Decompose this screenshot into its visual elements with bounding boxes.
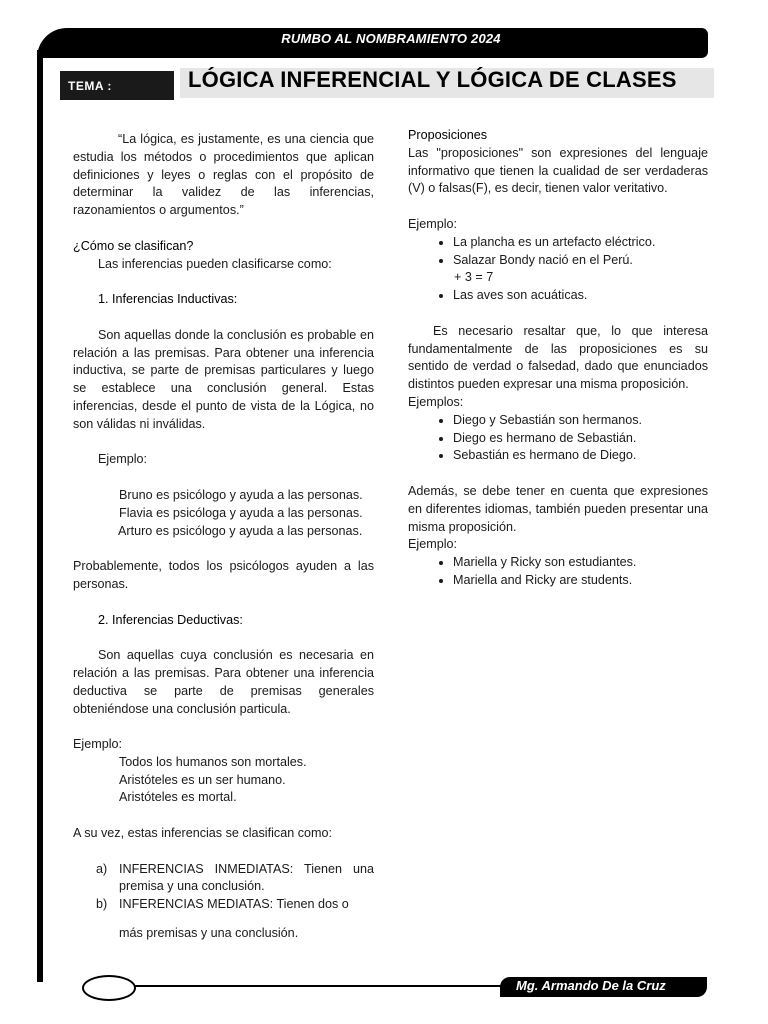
- list-item-text: INFERENCIAS MEDIATAS: Tienen dos o: [119, 897, 349, 912]
- deductive-example-line: Aristóteles es un ser humano.: [119, 772, 286, 787]
- note-paragraph: Es necesario resaltar que, lo que interesa fundamentalmente de las proposiciones es su sentido de verdad o falsedad, dado que enunciados distintos pueden expresar una misma proposición.: [408, 323, 708, 392]
- inductive-example-line: Bruno es psicólogo y ayuda a las personas.: [119, 487, 363, 502]
- left-frame-border: [37, 50, 43, 982]
- subclass-intro: A su vez, estas inferencias se clasifican como:: [73, 826, 332, 841]
- inductive-paragraph: Son aquellas donde la conclusión es probable en relación a las premisas. Para obtener una inferencia inductiva, se parte de premisas particulares y luego se establece una conclusión general. Estas inferencias, desde el punto de vista de la Lógica, no son válidas ni inválidas.: [73, 327, 374, 431]
- list-item: • Salazar Bondy nació en el Perú.: [453, 252, 708, 270]
- example-list: [408, 234, 708, 270]
- list-item: • Mariella and Ricky are students.: [453, 572, 708, 590]
- header-title: RUMBO AL NOMBRAMIENTO 2024: [281, 31, 501, 46]
- list-item: • La plancha es un artefacto eléctrico.: [453, 234, 708, 252]
- example-label: Ejemplo:: [408, 537, 457, 552]
- list-item: [73, 861, 374, 897]
- list-item: • Mariella y Ricky son estudiantes.: [453, 554, 708, 572]
- classification-intro: Las inferencias pueden clasificarse como:: [98, 256, 332, 271]
- inductive-conclusion: Probablemente, todos los psicólogos ayuden a las personas.: [73, 559, 374, 591]
- example-label: Ejemplo:: [408, 216, 457, 231]
- example-math-line: + 3 = 7: [454, 270, 494, 285]
- list-item: • Las aves son acuáticas.: [453, 287, 708, 305]
- subclass-list: [73, 861, 374, 914]
- tema-label: TEMA :: [68, 79, 112, 93]
- page-title: LÓGICA INFERENCIAL Y LÓGICA DE CLASES: [188, 67, 677, 92]
- inductive-example-label: Ejemplo:: [98, 452, 147, 467]
- example-list: [408, 287, 708, 305]
- list-item-text: INFERENCIAS INMEDIATAS: Tienen una premisa y una conclusión.: [119, 861, 374, 894]
- deductive-paragraph: Son aquellas cuya conclusión es necesaria en relación a las premisas. Para obtener una inferencia deductiva se parte de premisas generales obteniéndose una conclusión particula.: [73, 648, 374, 716]
- inductive-example-line: Flavia es psicóloga y ayuda a las personas.: [119, 505, 363, 520]
- examples-label: Ejemplos:: [408, 394, 464, 409]
- languages-paragraph: Además, se debe tener en cuenta que expresiones en diferentes idiomas, también pueden presentar una misma proposición.: [408, 483, 708, 534]
- right-column: [408, 127, 708, 590]
- list-item: • Sebastián es hermano de Diego.: [453, 447, 708, 465]
- deductive-heading: 2. Inferencias Deductivas:: [98, 612, 243, 627]
- inductive-heading: 1. Inferencias Inductivas:: [98, 292, 238, 307]
- footer-line: [90, 985, 510, 987]
- left-column: [73, 131, 374, 943]
- example-list: [408, 554, 708, 590]
- footer-author: Mg. Armando De la Cruz: [516, 978, 666, 993]
- examples-list: [408, 412, 708, 465]
- deductive-example-line: Todos los humanos son mortales.: [119, 754, 307, 769]
- subclass-tail: más premisas y una conclusión.: [119, 926, 299, 941]
- propositions-paragraph: Las "proposiciones" son expresiones del lenguaje informativo que tienen la cualidad de ser verdaderas (V) o falsas(F), es decir, tienen valor veritativo.: [408, 145, 708, 196]
- footer-oval-decoration: [82, 975, 136, 1001]
- deductive-example-label: Ejemplo:: [73, 737, 122, 752]
- list-item: [73, 896, 374, 914]
- classification-heading: ¿Cómo se clasifican?: [73, 238, 194, 253]
- list-marker: b): [96, 897, 108, 912]
- inductive-example-line: Arturo es psicólogo y ayuda a las personas.: [118, 523, 363, 538]
- list-item: • Diego y Sebastián son hermanos.: [453, 412, 708, 430]
- list-item: • Diego es hermano de Sebastián.: [453, 430, 708, 448]
- quote-paragraph: “La lógica, es justamente, es una ciencia que estudia los métodos o procedimientos que aplican definiciones y leyes o reglas con el propósito de determinar la validez de las inferencias, razonamientos o argumentos.”: [73, 132, 374, 218]
- propositions-heading: Proposiciones: [408, 128, 488, 142]
- deductive-example-line: Aristóteles es mortal.: [119, 790, 237, 805]
- list-marker: a): [96, 861, 108, 876]
